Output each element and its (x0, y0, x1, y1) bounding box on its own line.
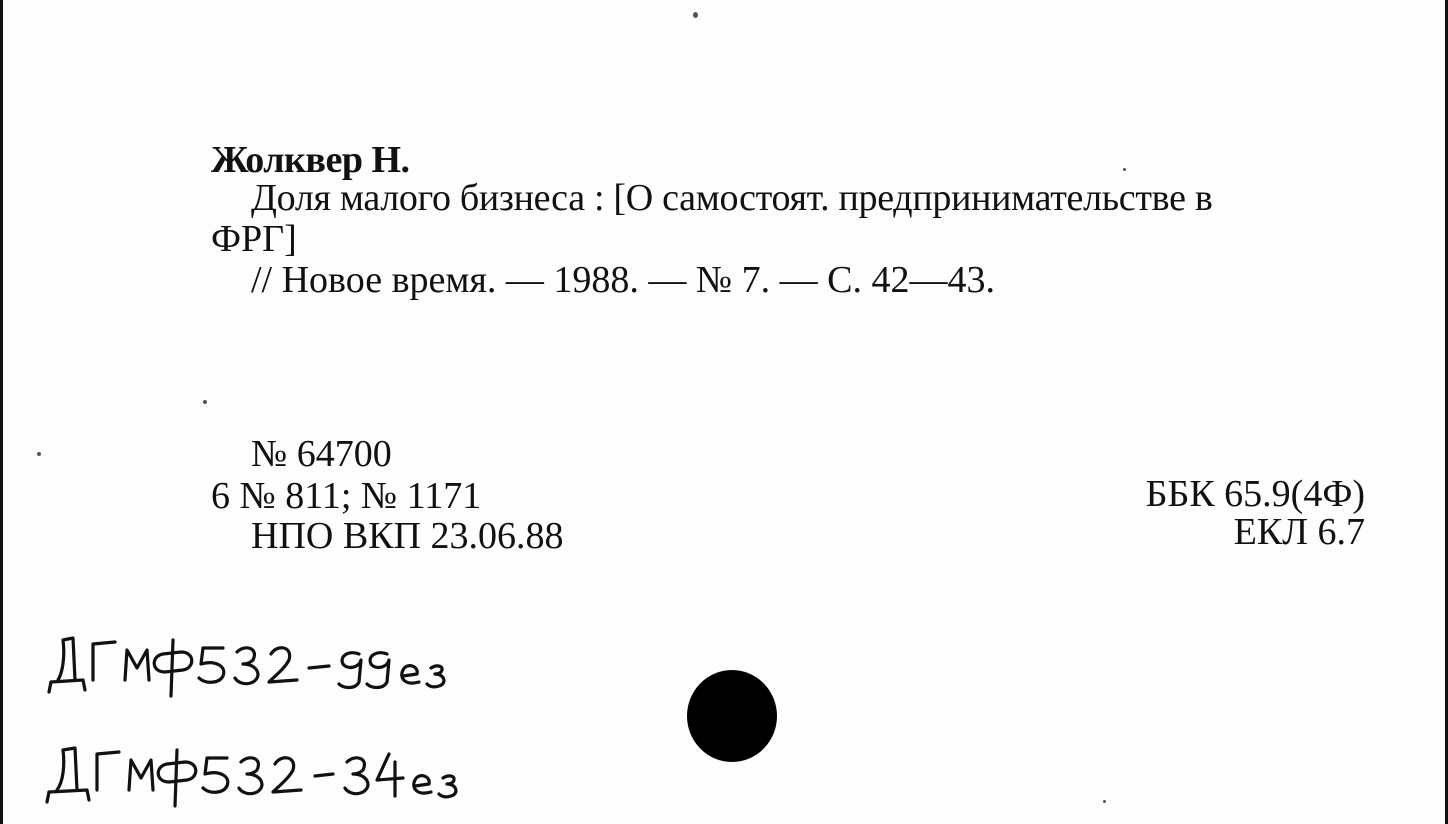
speck (1123, 168, 1126, 171)
speck (203, 400, 207, 404)
author-name: Жолквер Н. (211, 139, 410, 181)
handwritten-line-1 (49, 638, 444, 696)
handwritten-line-2 (47, 748, 456, 806)
punch-hole (687, 670, 777, 762)
speck (1103, 800, 1106, 803)
organization-date: НПО ВКП 23.06.88 (251, 515, 564, 557)
title-line-2: ФРГ] (211, 218, 297, 260)
source-citation: // Новое время. — 1988. — № 7. — С. 42—43. (251, 259, 996, 301)
ekl-code: ЕКЛ 6.7 (1233, 511, 1365, 553)
title-line-1: Доля малого бизнеса : [О самостоят. предпринимательстве в (251, 177, 1213, 219)
speck (693, 12, 698, 18)
bbk-code: ББК 65.9(4Ф) (1145, 473, 1365, 515)
copies-line: 6 № 811; № 1171 (211, 475, 482, 517)
handwritten-shelf-marks (33, 610, 553, 810)
accession-number: № 64700 (251, 433, 392, 475)
speck (37, 452, 41, 456)
